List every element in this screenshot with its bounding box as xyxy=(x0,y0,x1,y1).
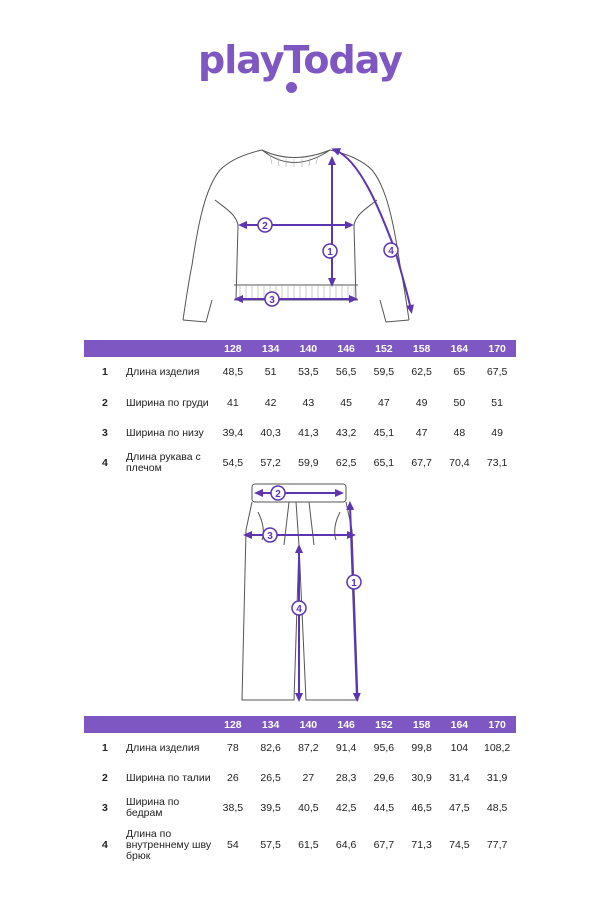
size-header: 146 xyxy=(327,716,365,733)
cell: 28,3 xyxy=(335,771,357,784)
pants-marker-3 xyxy=(263,528,277,542)
cell: 82,6 xyxy=(260,741,281,754)
row-number: 3 xyxy=(102,426,108,439)
cell: 62,5 xyxy=(335,456,357,469)
cell: 78 xyxy=(227,741,239,754)
table-header xyxy=(84,340,516,357)
cell: 48 xyxy=(453,426,466,439)
cell: 104 xyxy=(450,741,469,754)
cell: 108,2 xyxy=(483,741,511,754)
cell: 40,5 xyxy=(298,801,319,814)
cell: 45 xyxy=(340,396,352,409)
cell: 53,5 xyxy=(298,365,319,378)
cell: 70,4 xyxy=(449,456,470,469)
row-label: Ширина по низу xyxy=(126,426,204,439)
size-header: 152 xyxy=(365,340,403,357)
cell: 99,8 xyxy=(411,741,432,754)
row-number: 3 xyxy=(102,801,108,814)
size-header: 140 xyxy=(290,340,328,357)
pants-size-table xyxy=(84,716,516,867)
cell: 71,3 xyxy=(411,838,432,851)
cell: 47,5 xyxy=(449,801,470,814)
cell: 73,1 xyxy=(486,456,508,469)
cell: 62,5 xyxy=(411,365,432,378)
pants-measure-lines xyxy=(247,493,357,698)
sweater-marker-2 xyxy=(258,218,272,232)
cell: 39,4 xyxy=(222,426,244,439)
table-row xyxy=(84,733,516,763)
cell: 41 xyxy=(227,396,239,409)
cell: 57,2 xyxy=(260,456,281,469)
cell: 40,3 xyxy=(260,426,281,439)
cell: 43,2 xyxy=(335,426,357,439)
cell: 38,5 xyxy=(222,801,244,814)
row-number: 1 xyxy=(102,365,108,378)
cell: 87,2 xyxy=(298,741,319,754)
row-label: Ширина по бедрам xyxy=(126,796,180,819)
cell: 59,5 xyxy=(373,365,395,378)
svg-text:1: 1 xyxy=(327,247,333,258)
svg-text:2: 2 xyxy=(262,221,268,232)
cell: 49 xyxy=(415,396,428,409)
size-header: 158 xyxy=(403,716,441,733)
size-header: 134 xyxy=(252,340,290,357)
cell: 67,5 xyxy=(486,365,508,378)
row-label: Ширина по талии xyxy=(126,771,211,784)
cell: 50 xyxy=(453,396,466,409)
cell: 43 xyxy=(302,396,315,409)
cell: 30,9 xyxy=(411,771,432,784)
row-number: 1 xyxy=(102,741,108,754)
pants-marker-2 xyxy=(271,486,285,500)
cell: 44,5 xyxy=(373,801,395,814)
svg-text:2: 2 xyxy=(275,489,281,500)
cell: 42,5 xyxy=(335,801,357,814)
row-label: Ширина по груди xyxy=(126,396,209,409)
logo-dot xyxy=(286,82,297,93)
cell: 65,1 xyxy=(373,456,395,469)
size-header: 164 xyxy=(441,716,479,733)
size-header: 170 xyxy=(478,340,516,357)
cell: 56,5 xyxy=(335,365,357,378)
cell: 67,7 xyxy=(411,456,432,469)
cell: 31,9 xyxy=(486,771,508,784)
row-number: 4 xyxy=(102,456,108,469)
logo-text: playToday xyxy=(198,38,402,82)
cell: 26 xyxy=(227,771,239,784)
cell: 77,7 xyxy=(486,838,508,851)
svg-text:4: 4 xyxy=(388,246,394,257)
size-header: 134 xyxy=(252,716,290,733)
cell: 57,5 xyxy=(260,838,281,851)
pants-diagram xyxy=(0,478,600,710)
svg-text:4: 4 xyxy=(296,604,302,615)
svg-text:3: 3 xyxy=(267,531,273,542)
cell: 51 xyxy=(491,396,503,409)
cell: 39,5 xyxy=(260,801,281,814)
sweater-marker-4 xyxy=(384,243,398,257)
cell: 48,5 xyxy=(486,801,508,814)
row-label: Длина изделия xyxy=(126,741,200,754)
sweater-diagram xyxy=(0,135,600,335)
cell: 49 xyxy=(491,426,503,439)
cell: 27 xyxy=(302,771,315,784)
cell: 29,6 xyxy=(373,771,395,784)
pants-marker-1 xyxy=(347,575,361,589)
cell: 64,6 xyxy=(335,838,357,851)
size-header: 170 xyxy=(478,716,516,733)
size-header: 158 xyxy=(403,340,441,357)
cell: 51 xyxy=(264,365,277,378)
svg-text:3: 3 xyxy=(269,295,275,306)
row-number: 4 xyxy=(102,838,108,851)
row-label: Длина рукава с плечом xyxy=(126,451,201,474)
size-header: 146 xyxy=(327,340,365,357)
cell: 74,5 xyxy=(449,838,470,851)
table-row xyxy=(84,357,516,387)
table-row xyxy=(84,823,516,867)
size-header: 128 xyxy=(214,716,252,733)
table-header xyxy=(84,716,516,733)
cell: 26,5 xyxy=(260,771,281,784)
brand-logo xyxy=(0,38,600,82)
sweater-ribbing xyxy=(240,155,354,299)
cell: 46,5 xyxy=(411,801,432,814)
pants-marker-4 xyxy=(292,601,306,615)
sweater-marker-3 xyxy=(265,292,279,306)
cell: 67,7 xyxy=(373,838,395,851)
cell: 61,5 xyxy=(298,838,319,851)
table-row xyxy=(84,387,516,419)
cell: 41,3 xyxy=(298,426,319,439)
table-row xyxy=(84,763,516,793)
size-header: 140 xyxy=(290,716,328,733)
size-header: 128 xyxy=(214,340,252,357)
cell: 42 xyxy=(264,396,277,409)
cell: 47 xyxy=(415,426,428,439)
sweater-marker-1 xyxy=(323,244,337,258)
sweater-outline xyxy=(183,150,409,322)
cell: 31,4 xyxy=(449,771,470,784)
row-label: Длина по внутреннему шву брюк xyxy=(126,827,212,862)
row-label: Длина изделия xyxy=(126,365,200,378)
row-number: 2 xyxy=(102,771,108,784)
sweater-size-table xyxy=(84,340,516,479)
cell: 59,9 xyxy=(298,456,319,469)
cell: 54 xyxy=(227,838,239,851)
cell: 54,5 xyxy=(222,456,244,469)
cell: 47 xyxy=(378,396,390,409)
cell: 91,4 xyxy=(335,741,357,754)
row-number: 2 xyxy=(102,396,108,409)
size-header: 152 xyxy=(365,716,403,733)
cell: 48,5 xyxy=(222,365,244,378)
cell: 95,6 xyxy=(373,741,395,754)
size-header: 164 xyxy=(441,340,479,357)
cell: 45,1 xyxy=(373,426,395,439)
table-row xyxy=(84,447,516,479)
table-row xyxy=(84,419,516,447)
cell: 65 xyxy=(453,365,466,378)
table-row xyxy=(84,793,516,823)
svg-text:1: 1 xyxy=(351,578,357,589)
